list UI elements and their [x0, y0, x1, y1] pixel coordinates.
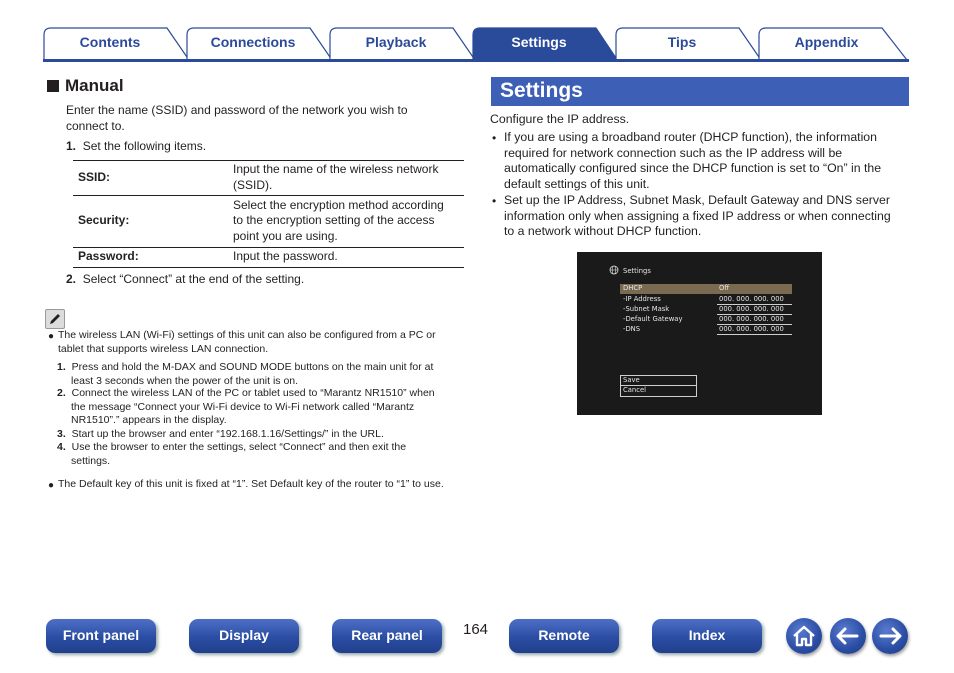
screen-row-value: 000. 000. 000. 000: [719, 315, 784, 323]
section-banner: Settings: [491, 77, 909, 106]
tab-appendix[interactable]: [758, 27, 909, 59]
tab-label: Playback: [365, 34, 427, 50]
tab-contents[interactable]: [43, 27, 191, 59]
table-row: [73, 161, 464, 196]
underline: [717, 334, 792, 335]
front-panel-button[interactable]: Front panel: [46, 619, 156, 653]
tab-label: Settings: [511, 34, 567, 50]
bullet-dot: •: [492, 131, 497, 145]
arrow-right-icon[interactable]: [872, 618, 908, 654]
configure-text: Configure the IP address.: [490, 112, 630, 126]
screen-cancel: Cancel: [623, 386, 647, 394]
page-number: 164: [463, 621, 489, 638]
tab-connections[interactable]: [186, 27, 334, 59]
square-bullet-icon: [47, 80, 59, 92]
tab-tips[interactable]: [615, 27, 763, 59]
step-1: 1. Set the following items.: [66, 139, 207, 153]
screen-title: Settings: [623, 267, 651, 275]
intro-text: Enter the name (SSID) and password of the network you wish to connect to.: [66, 103, 408, 133]
step-2: 2. Select “Connect” at the end of the setting.: [66, 272, 305, 286]
screen-highlight: [620, 284, 792, 294]
screen-row-value: 000. 000. 000. 000: [719, 305, 784, 313]
screen-row-label: DHCP: [623, 284, 643, 292]
display-button[interactable]: Display: [189, 619, 299, 653]
note-step-4: 4. Use the browser to enter the settings, select “Connect” and then exit the settings.: [57, 441, 407, 467]
note-bullet-2: The Default key of this unit is fixed at “1”. Set Default key of the router to “1” to use.: [58, 478, 444, 490]
row-value: Input the name of the wireless network (SSID).: [229, 161, 464, 196]
bullet-dot: ●: [48, 331, 55, 342]
row-value: Select the encryption method according to the encryption setting of the access point you are using.: [229, 196, 464, 248]
screen-save: Save: [623, 376, 640, 384]
row-key: SSID:: [73, 161, 229, 196]
bullet-dot: ●: [48, 480, 55, 491]
screen-row-label: -DNS: [623, 325, 641, 333]
section-heading: Manual: [47, 76, 124, 96]
tab-playback[interactable]: [329, 27, 477, 59]
bullet-dot: •: [492, 194, 497, 208]
bullet-fixed-ip: Set up the IP Address, Subnet Mask, Default Gateway and DNS server information only when assigning a fixed IP address or when connecting to a network without DHCP function.: [504, 193, 891, 239]
arrow-left-icon[interactable]: [830, 618, 866, 654]
note-step-2: 2. Connect the wireless LAN of the PC or tablet used to “Marantz NR1510” when the message “Connect your Wi-Fi device to Wi-Fi network called “Marantz NR1510”.” appears in the display.: [57, 387, 435, 427]
settings-screen-image: [577, 252, 822, 415]
tab-label: Connections: [210, 34, 296, 50]
note-step-1: 1. Press and hold the M-DAX and SOUND MODE buttons on the main unit for at least 3 seconds when the power of the unit is on.: [57, 361, 434, 387]
screen-row-label: -Subnet Mask: [623, 305, 670, 313]
index-button[interactable]: Index: [652, 619, 762, 653]
settings-items-table: [73, 160, 464, 268]
tab-label: Tips: [667, 34, 697, 50]
rear-panel-button[interactable]: Rear panel: [332, 619, 442, 653]
screen-row-label: -Default Gateway: [623, 315, 683, 323]
row-key: Security:: [73, 196, 229, 248]
tab-settings[interactable]: [472, 27, 620, 59]
screen-row-value: 000. 000. 000. 000: [719, 295, 784, 303]
remote-button[interactable]: Remote: [509, 619, 619, 653]
globe-icon: [609, 265, 619, 275]
note-pencil-icon: [45, 309, 65, 329]
bullet-dhcp: If you are using a broadband router (DHCP function), the information required for network connection such as the IP address will be automatically configured since the DHCP function is set to “On” in the default settings of this unit.: [504, 130, 882, 191]
tab-label: Contents: [79, 34, 141, 50]
table-row: [73, 196, 464, 248]
note-bullet-1: The wireless LAN (Wi-Fi) settings of this unit can also be configured from a PC or tablet that supports wireless LAN connection.: [58, 329, 436, 355]
tab-label: Appendix: [794, 34, 859, 50]
screen-row-value: Off: [719, 284, 730, 292]
row-key: Password:: [73, 248, 229, 268]
screen-row-label: -IP Address: [623, 295, 661, 303]
screen-row-value: 000. 000. 000. 000: [719, 325, 784, 333]
tab-underline: [43, 59, 909, 62]
row-value: Input the password.: [229, 248, 464, 268]
tab-bar: [43, 27, 909, 61]
table-row: [73, 248, 464, 268]
home-icon[interactable]: [786, 618, 822, 654]
note-step-3: 3. Start up the browser and enter “192.168.1.16/Settings/” in the URL.: [57, 428, 384, 440]
